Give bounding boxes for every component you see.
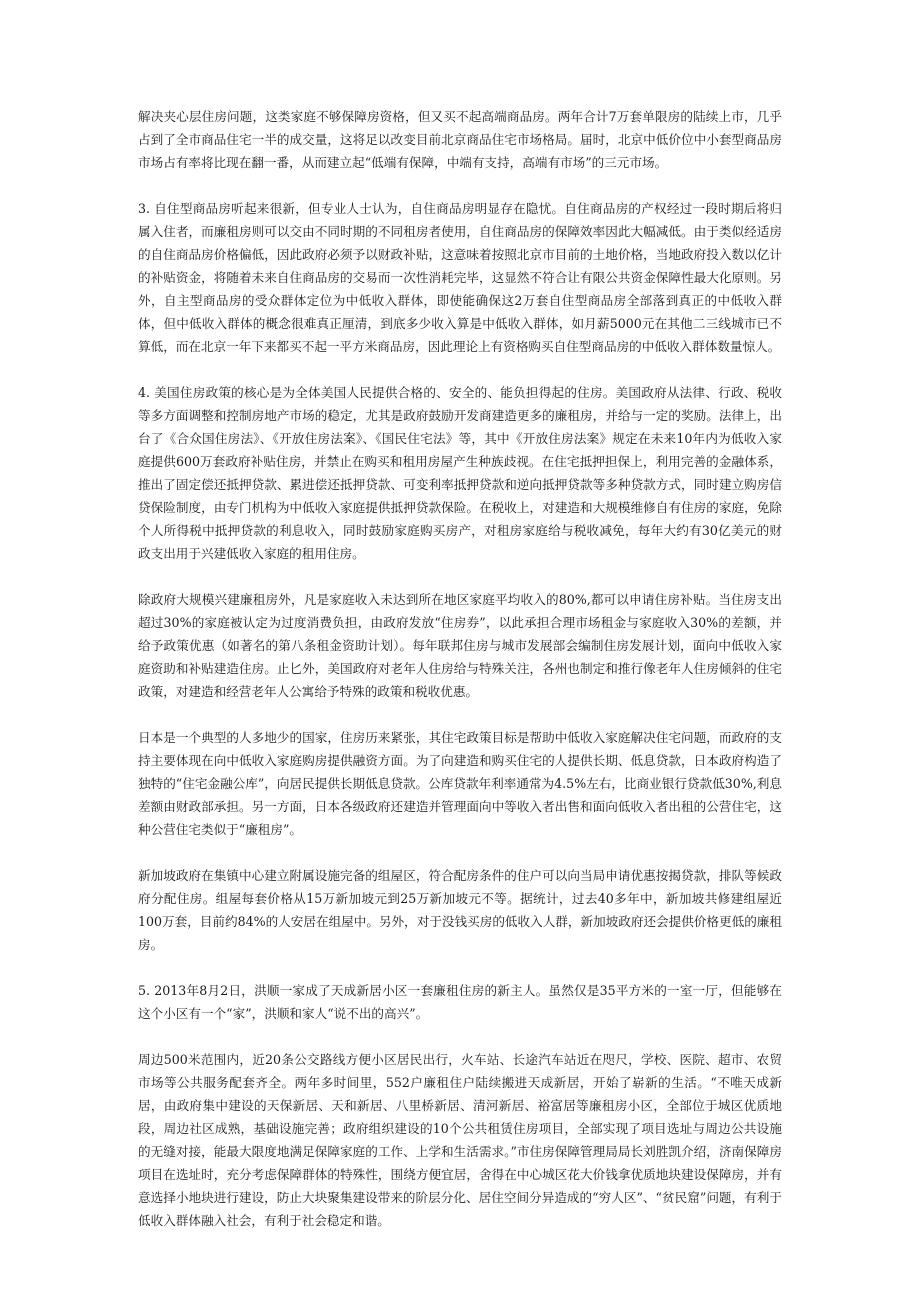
paragraph-tiancheng-new-home: 5. 2013年8月2日，洪顺一家成了天成新居小区一套廉租住房的新主人。虽然仅是35平方米的一室一厅，但能够在这个小区有一个“家”，洪顺和家人“说不出的高兴”。 bbox=[138, 983, 782, 1021]
paragraph-japan-housing: 日本是一个典型的人多地少的国家，住房历来紧张，其住宅政策目标是帮助中低收入家庭解决住宅问题，而政府的支持主要体现在向中低收入家庭购房提供融资方面。为了向建造和购买住宅的人提供长期、低息贷款，日本政府构造了独特的“住宅金融公库”，向居民提供长期低息贷款。公库贷款年利率通常为4.5%左右，比商业银行贷款低30%,利息差额由财政部承担。另一方面，日本各级政府还建造并管理面向中等收入者出售和面向低收入者出租的公营住宅，这种公营住宅类似于“廉租房”。 bbox=[138, 730, 782, 837]
paragraph-sandwich-class-housing: 解决夹心层住房问题，这类家庭不够保障房资格，但又买不起高端商品房。两年合计7万套单限房的陆续上市，几乎占到了全市商品住宅一半的成交量，这将足以改变目前北京商品住宅市场格局。届时，北京中低价位中小套型商品房市场占有率将比现在翻一番，从而建立起“低端有保障，中端有支持，高端有市场”的三元市场。 bbox=[138, 109, 782, 170]
paragraph-us-housing-policy: 4. 美国住房政策的核心是为全体美国人民提供合格的、安全的、能负担得起的住房。美国政府从法律、行政、税收等多方面调整和控制房地产市场的稳定，尤其是政府鼓励开发商建造更多的廉租房，并给与一定的奖励。法律上，出台了《合众国住房法》、《开放住房法案》、《国民住宅法》等，其中《开放住房法案》规定在未来10年内为低收入家庭提供600万套政府补贴住房，并禁止在购买和租用房屋产生种族歧视。在住宅抵押担保上，利用完善的金融体系，推出了固定偿还抵押贷款、累进偿还抵押贷款、可变利率抵押贷款和逆向抵押贷款等多种贷款方式，同时建立购房信贷保险制度，由专门机构为中低收入家庭提供抵押贷款保险。在税收上，对建造和大规模维修自有住房的家庭，免除个人所得税中抵押贷款的利息收入，同时鼓励家庭购买房产，对租房家庭给与税收减免，每年大约有30亿美元的财政支出用于兴建低收入家庭的租用住房。 bbox=[138, 385, 782, 561]
paragraph-us-housing-subsidy: 除政府大规模兴建廉租房外，凡是家庭收入未达到所在地区家庭平均收入的80%,都可以申请住房补贴。当住房支出超过30%的家庭被认定为过度消费负担，由政府发放“住房券”，以此承担合理市场租金与家庭收入30%的差额，并给予政策优惠（如著名的第八条租金资助计划）。每年联邦住房与城市发展部会编制住房发展计划，面向中低收入家庭资助和补贴建造住房。止匕外，美国政府对老年人住房给与特殊关注，各州也制定和推行像老年人住房倾斜的住宅政策，对建造和经营老年人公寓给予特殊的政策和税收优惠。 bbox=[138, 592, 782, 699]
document-body bbox=[138, 105, 782, 1232]
paragraph-singapore-housing: 新加坡政府在集镇中心建立附属设施完备的组屋区，符合配房条件的住户可以向当局申请优惠按揭贷款，排队等候政府分配住房。组屋每套价格从15万新加坡元到25万新加坡元不等。据统计，过去40多年中，新加坡共修建组屋近100万套，目前约84%的人安居在组屋中。另外，对于没钱买房的低收入人群，新加坡政府还会提供价格更低的廉租房。 bbox=[138, 868, 782, 952]
paragraph-jinan-site-selection: 周边500米范围内，近20条公交路线方便小区居民出行，火车站、长途汽车站近在咫尺，学校、医院、超市、农贸市场等公共服务配套齐全。两年多时间里，552户廉租住户陆续搬进天成新居，开始了崭新的生活。“不唯天成新居，由政府集中建设的天保新居、天和新居、八里桥新居、清河新居、裕富居等廉租房小区，全部位于城区优质地段，周边社区成熟，基础设施完善；政府组织建设的10个公共租赁住房项目，全部实现了项目选址与周边公共设施的无缝对接，能最大限度地满足保障家庭的工作、上学和生活需求。”市住房保障管理局局长刘胜凯介绍，济南保障房项目在选址时，充分考虑保障群体的特殊性，围绕方便宜居，舍得在中心城区花大价钱拿优质地块建设保障房，并有意选择小地块进行建设，防止大块聚集建设带来的阶层分化、居住空间分异造成的“穷人区”、“贫民窟”问题，有利于低收入群体融入社会，有利于社会稳定和谐。 bbox=[138, 1052, 782, 1228]
paragraph-self-occupied-housing: 3. 自住型商品房听起来很新，但专业人士认为，自住商品房明显存在隐忧。自住商品房的产权经过一段时期后将归属入住者，而廉租房则可以交由不同时期的不同租房者使用，自住商品房的保障效率因此大幅减低。由于类似经适房的自住商品房价格偏低，因此政府必须予以财政补贴，这意味着按照北京市目前的土地价格，当地政府投入数以亿计的补贴资金，将随着未来自住商品房的交易而一次性消耗完毕，这显然不符合让有限公共资金保障性最大化原则。另外，自主型商品房的受众群体定位为中低收入群体，即使能确保这2万套自住型商品房全部落到真正的中低收入群体，但中低收入群体的概念很难真正厘清，到底多少收入算是中低收入群体，如月薪5000元在其他二三线城市已不算低，而在北京一年下来都买不起一平方米商品房，因此理论上有资格购买自住型商品房的中低收入群体数量惊人。 bbox=[138, 201, 782, 354]
